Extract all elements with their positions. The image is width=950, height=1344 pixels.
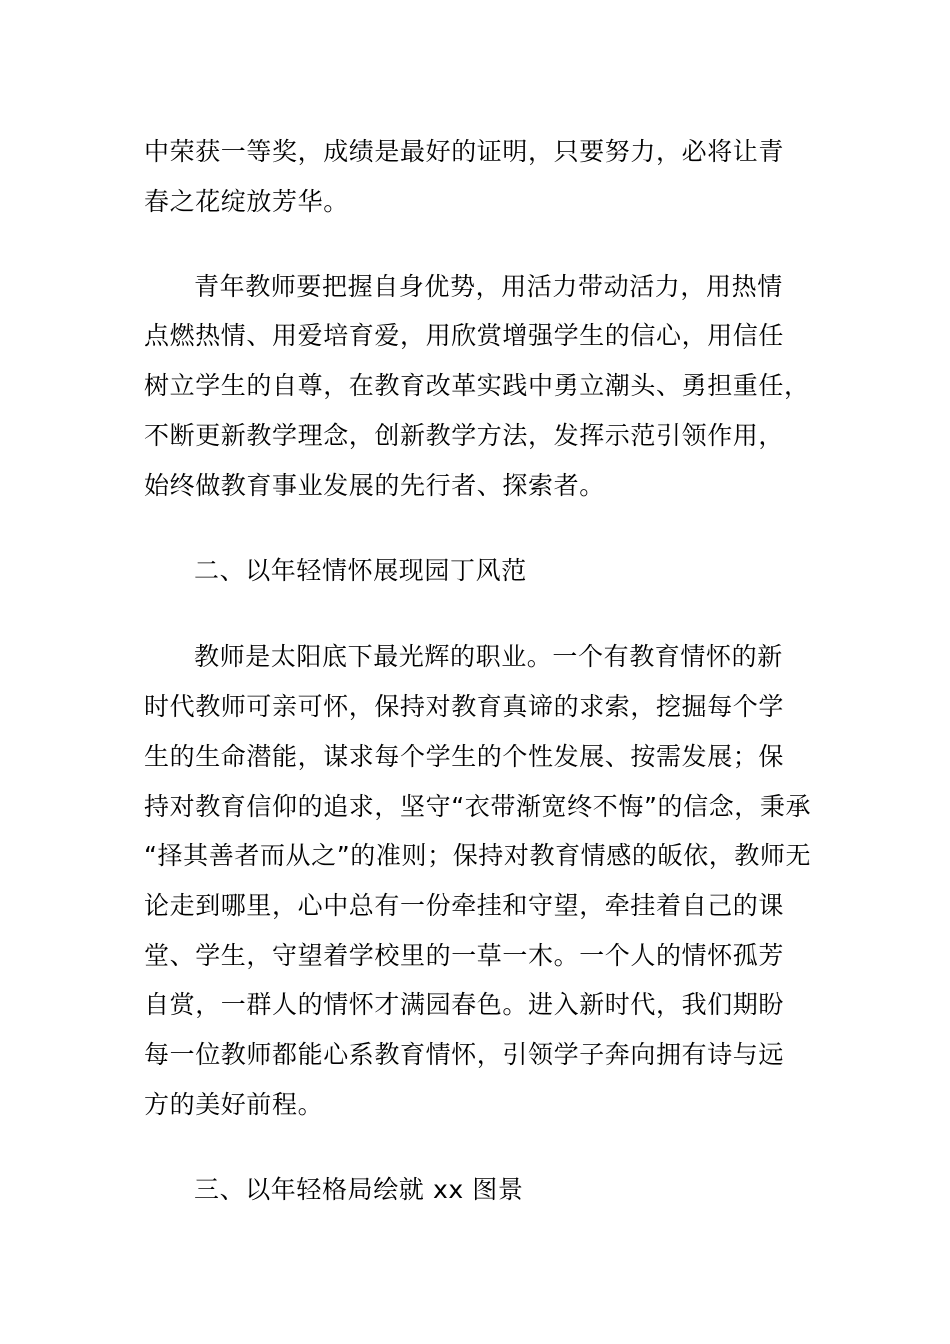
paragraph-line: 树立学生的自尊，在教育改革实践中勇立潮头、勇担重任， — [144, 371, 810, 400]
paragraph-line: 自赏，一群人的情怀才满园春色。进入新时代，我们期盼 — [144, 990, 785, 1019]
paragraph-line: 点燃热情、用爱培育爱，用欣赏增强学生的信心，用信任 — [144, 321, 785, 350]
paragraph-line: “择其善者而从之”的准则；保持对教育情感的皈依，教师无 — [144, 841, 812, 870]
paragraph-line: 中荣获一等奖，成绩是最好的证明，只要努力，必将让青 — [144, 137, 785, 166]
paragraph-line: 生的生命潜能，谋求每个学生的个性发展、按需发展；保 — [144, 742, 785, 771]
paragraph-line: 时代教师可亲可怀，保持对教育真谛的求索，挖掘每个学 — [144, 692, 785, 721]
paragraph-line: 教师是太阳底下最光辉的职业。一个有教育情怀的新 — [194, 642, 783, 671]
paragraph-line: 方的美好前程。 — [144, 1090, 324, 1119]
paragraph-line: 论走到哪里，心中总有一份牵挂和守望，牵挂着自己的课 — [144, 891, 785, 920]
paragraph-line: 青年教师要把握自身优势，用活力带动活力，用热情 — [194, 272, 783, 301]
section-heading: 三、以年轻格局绘就 xx 图景 — [194, 1175, 524, 1204]
paragraph-line: 持对教育信仰的追求，坚守“衣带渐宽终不悔”的信念，秉承 — [144, 792, 812, 821]
paragraph-line: 不断更新教学理念，创新教学方法，发挥示范引领作用， — [144, 421, 785, 450]
paragraph-line: 堂、学生，守望着学校里的一草一木。一个人的情怀孤芳 — [144, 941, 785, 970]
paragraph-line: 春之花绽放芳华。 — [144, 187, 349, 216]
paragraph-line: 每一位教师都能心系教育情怀，引领学子奔向拥有诗与远 — [144, 1040, 785, 1069]
paragraph-line: 始终做教育事业发展的先行者、探索者。 — [144, 471, 605, 500]
section-heading: 二、以年轻情怀展现园丁风范 — [194, 556, 527, 585]
